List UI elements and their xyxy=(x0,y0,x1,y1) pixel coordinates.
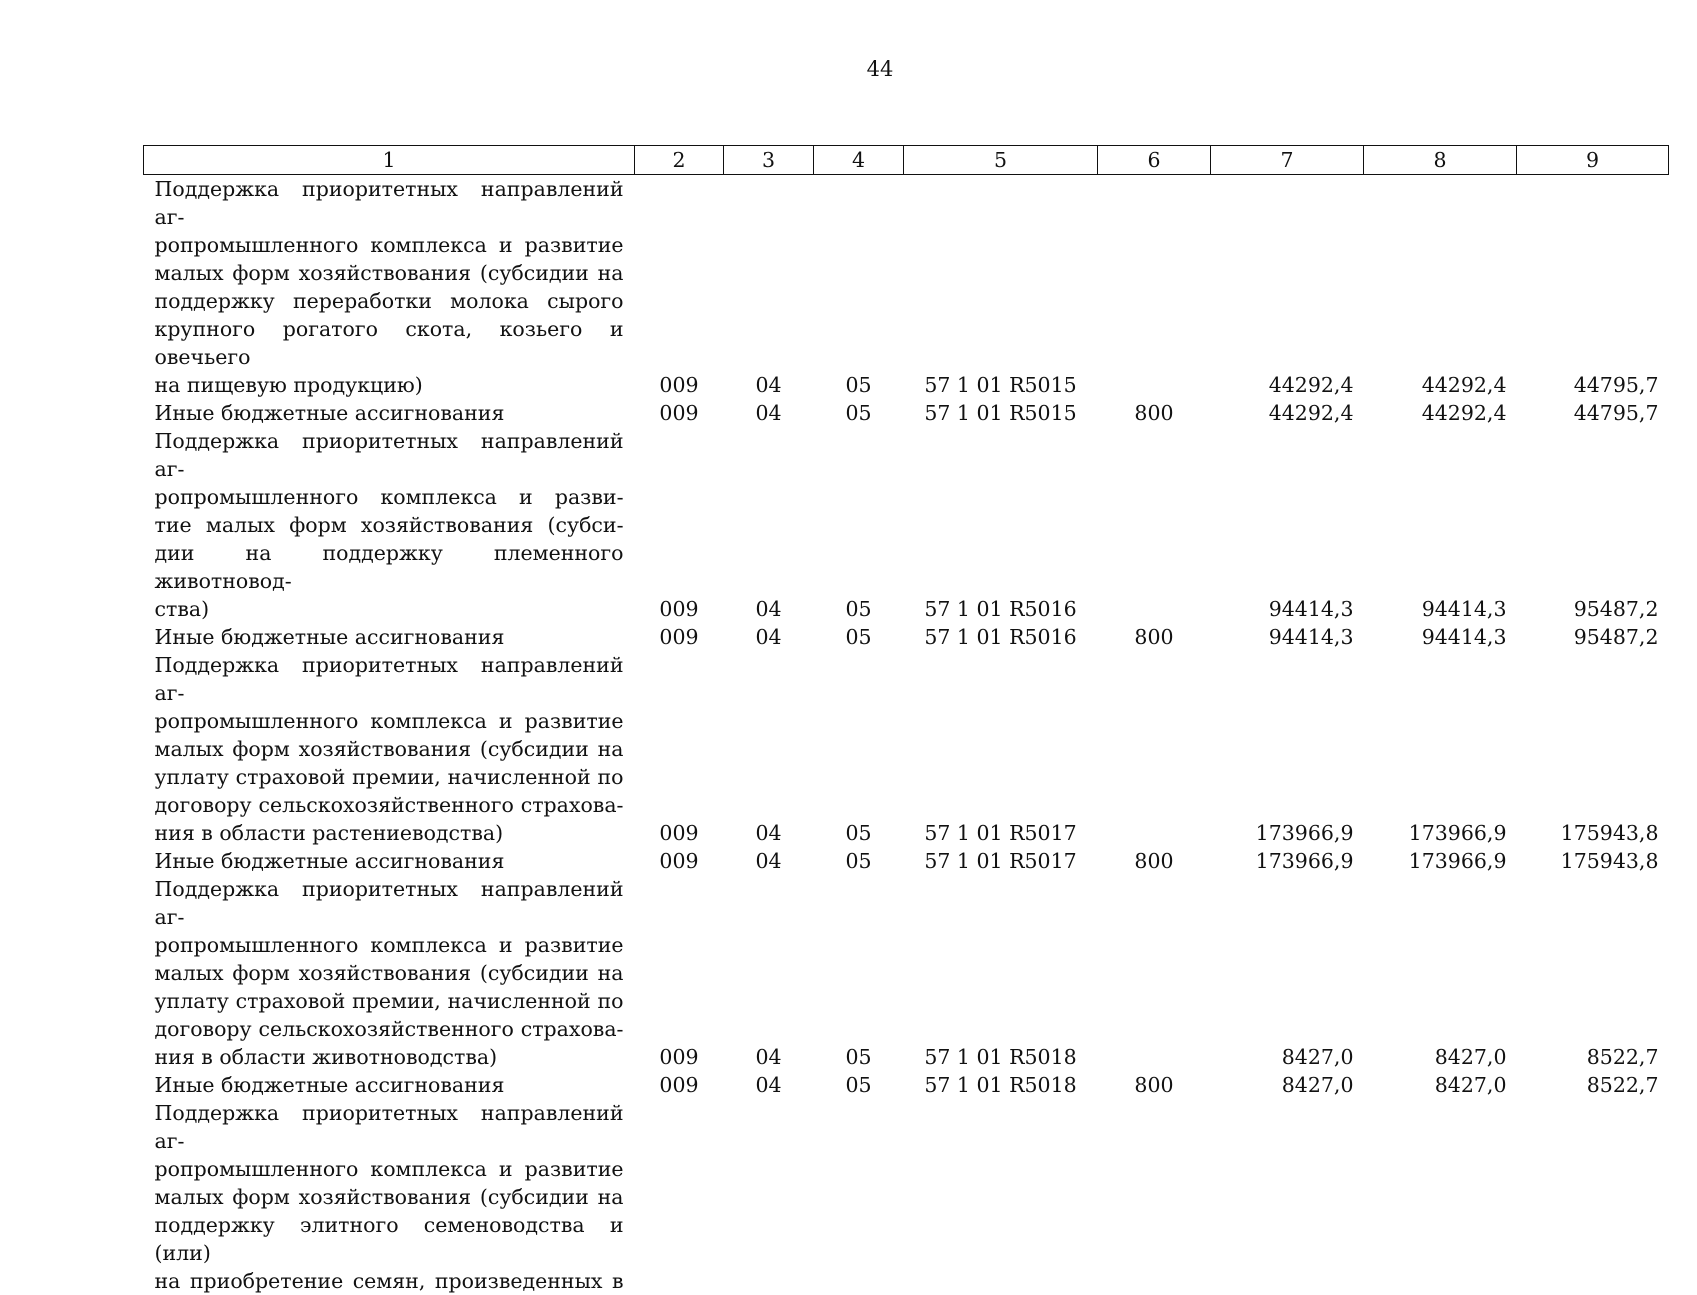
cell-col-5: 57 1 01 R5015 xyxy=(904,175,1098,400)
cell-col-2: 009 xyxy=(635,875,724,1071)
cell-col-7: 173966,9 xyxy=(1211,651,1364,847)
cell-col-8: 8427,0 xyxy=(1364,875,1517,1071)
column-header-7: 7 xyxy=(1211,146,1364,175)
cell-col-2: 009 xyxy=(635,399,724,427)
table-row xyxy=(144,175,1669,400)
cell-col-7: 8427,0 xyxy=(1211,1071,1364,1099)
table-row xyxy=(144,651,1669,847)
cell-col-3: 04 xyxy=(724,399,814,427)
cell-col-9: 175943,8 xyxy=(1517,651,1669,847)
table-row xyxy=(144,847,1669,875)
cell-col-5: 57 1 01 R5016 xyxy=(904,623,1098,651)
cell-col-9: 44795,7 xyxy=(1517,399,1669,427)
cell-col-6: 800 xyxy=(1098,1071,1211,1099)
row-description: Поддержка приоритетных направлений аг- ропромышленного комплекса и развитие малых форм хозяйствования (субсидии на уплату страховой премии, начисленной по договору сельскохозяйственного страхова- ния в области растениеводства) xyxy=(144,651,635,847)
cell-col-2: 009 xyxy=(635,623,724,651)
cell-col-2: 009 xyxy=(635,847,724,875)
cell-col-9: 175943,8 xyxy=(1517,847,1669,875)
cell-col-6 xyxy=(1098,651,1211,847)
cell-col-7: 94414,3 xyxy=(1211,623,1364,651)
table-header-row xyxy=(144,146,1669,175)
cell-col-4: 05 xyxy=(814,1071,904,1099)
cell-col-9: 44795,7 xyxy=(1517,175,1669,400)
cell-col-8: 8427,0 xyxy=(1364,1071,1517,1099)
cell-col-3: 04 xyxy=(724,427,814,623)
cell-col-9: 95487,2 xyxy=(1517,427,1669,623)
cell-col-3: 04 xyxy=(724,847,814,875)
cell-col-5: 57 1 01 R5017 xyxy=(904,651,1098,847)
cell-col-6: 800 xyxy=(1098,399,1211,427)
cell-col-9: 8522,7 xyxy=(1517,875,1669,1071)
cell-col-5 xyxy=(904,1099,1098,1295)
column-header-1: 1 xyxy=(144,146,635,175)
column-header-2: 2 xyxy=(635,146,724,175)
cell-col-5: 57 1 01 R5018 xyxy=(904,1071,1098,1099)
cell-col-6 xyxy=(1098,875,1211,1071)
table-row xyxy=(144,427,1669,623)
cell-col-4: 05 xyxy=(814,847,904,875)
cell-col-3: 04 xyxy=(724,875,814,1071)
row-description: Поддержка приоритетных направлений аг- ропромышленного комплекса и развитие малых форм хозяйствования (субсидии на поддержку элитного семеноводства и (или) на приобретение семян, произведенных в xyxy=(144,1099,635,1295)
cell-col-4: 05 xyxy=(814,427,904,623)
cell-col-3: 04 xyxy=(724,1071,814,1099)
cell-col-3: 04 xyxy=(724,175,814,400)
cell-col-2: 009 xyxy=(635,1071,724,1099)
cell-col-7: 173966,9 xyxy=(1211,847,1364,875)
cell-col-7: 8427,0 xyxy=(1211,875,1364,1071)
table-body xyxy=(144,175,1669,1295)
cell-col-8: 44292,4 xyxy=(1364,175,1517,400)
column-header-5: 5 xyxy=(904,146,1098,175)
cell-col-6 xyxy=(1098,427,1211,623)
cell-col-9 xyxy=(1517,1099,1669,1295)
column-header-6: 6 xyxy=(1098,146,1211,175)
cell-col-6 xyxy=(1098,1099,1211,1295)
cell-col-8: 173966,9 xyxy=(1364,847,1517,875)
cell-col-3 xyxy=(724,1099,814,1295)
cell-col-8: 94414,3 xyxy=(1364,623,1517,651)
table-row xyxy=(144,1071,1669,1099)
cell-col-2 xyxy=(635,1099,724,1295)
budget-table xyxy=(143,145,1669,1295)
cell-col-9: 8522,7 xyxy=(1517,1071,1669,1099)
row-description: Иные бюджетные ассигнования xyxy=(144,623,635,651)
cell-col-4: 05 xyxy=(814,175,904,400)
cell-col-5: 57 1 01 R5017 xyxy=(904,847,1098,875)
column-header-9: 9 xyxy=(1517,146,1669,175)
column-header-3: 3 xyxy=(724,146,814,175)
column-header-4: 4 xyxy=(814,146,904,175)
cell-col-4: 05 xyxy=(814,875,904,1071)
row-description: Иные бюджетные ассигнования xyxy=(144,399,635,427)
row-description: Поддержка приоритетных направлений аг- ропромышленного комплекса и разви- тие малых форм хозяйствования (субси- дии на поддержку племенного животновод- ства) xyxy=(144,427,635,623)
cell-col-9: 95487,2 xyxy=(1517,623,1669,651)
cell-col-6 xyxy=(1098,175,1211,400)
cell-col-2: 009 xyxy=(635,427,724,623)
table-row xyxy=(144,875,1669,1071)
cell-col-4 xyxy=(814,1099,904,1295)
row-description: Иные бюджетные ассигнования xyxy=(144,1071,635,1099)
table-row xyxy=(144,399,1669,427)
cell-col-5: 57 1 01 R5015 xyxy=(904,399,1098,427)
cell-col-5: 57 1 01 R5016 xyxy=(904,427,1098,623)
cell-col-5: 57 1 01 R5018 xyxy=(904,875,1098,1071)
table-row xyxy=(144,1099,1669,1295)
cell-col-3: 04 xyxy=(724,651,814,847)
row-description: Иные бюджетные ассигнования xyxy=(144,847,635,875)
table-row xyxy=(144,623,1669,651)
page-number: 44 xyxy=(0,57,1697,81)
row-description: Поддержка приоритетных направлений аг- ропромышленного комплекса и развитие малых форм хозяйствования (субсидии на уплату страховой премии, начисленной по договору сельскохозяйственного страхова- ния в области животноводства) xyxy=(144,875,635,1071)
cell-col-6: 800 xyxy=(1098,623,1211,651)
cell-col-4: 05 xyxy=(814,623,904,651)
cell-col-8: 44292,4 xyxy=(1364,399,1517,427)
cell-col-7: 44292,4 xyxy=(1211,175,1364,400)
cell-col-2: 009 xyxy=(635,651,724,847)
cell-col-8: 173966,9 xyxy=(1364,651,1517,847)
cell-col-2: 009 xyxy=(635,175,724,400)
cell-col-3: 04 xyxy=(724,623,814,651)
column-header-8: 8 xyxy=(1364,146,1517,175)
cell-col-8: 94414,3 xyxy=(1364,427,1517,623)
cell-col-7: 44292,4 xyxy=(1211,399,1364,427)
cell-col-6: 800 xyxy=(1098,847,1211,875)
cell-col-7: 94414,3 xyxy=(1211,427,1364,623)
cell-col-7 xyxy=(1211,1099,1364,1295)
cell-col-8 xyxy=(1364,1099,1517,1295)
cell-col-4: 05 xyxy=(814,651,904,847)
row-description: Поддержка приоритетных направлений аг- ропромышленного комплекса и развитие малых форм хозяйствования (субсидии на поддержку переработки молока сырого крупного рогатого скота, козьего и овечьего на пищевую продукцию) xyxy=(144,175,635,400)
cell-col-4: 05 xyxy=(814,399,904,427)
